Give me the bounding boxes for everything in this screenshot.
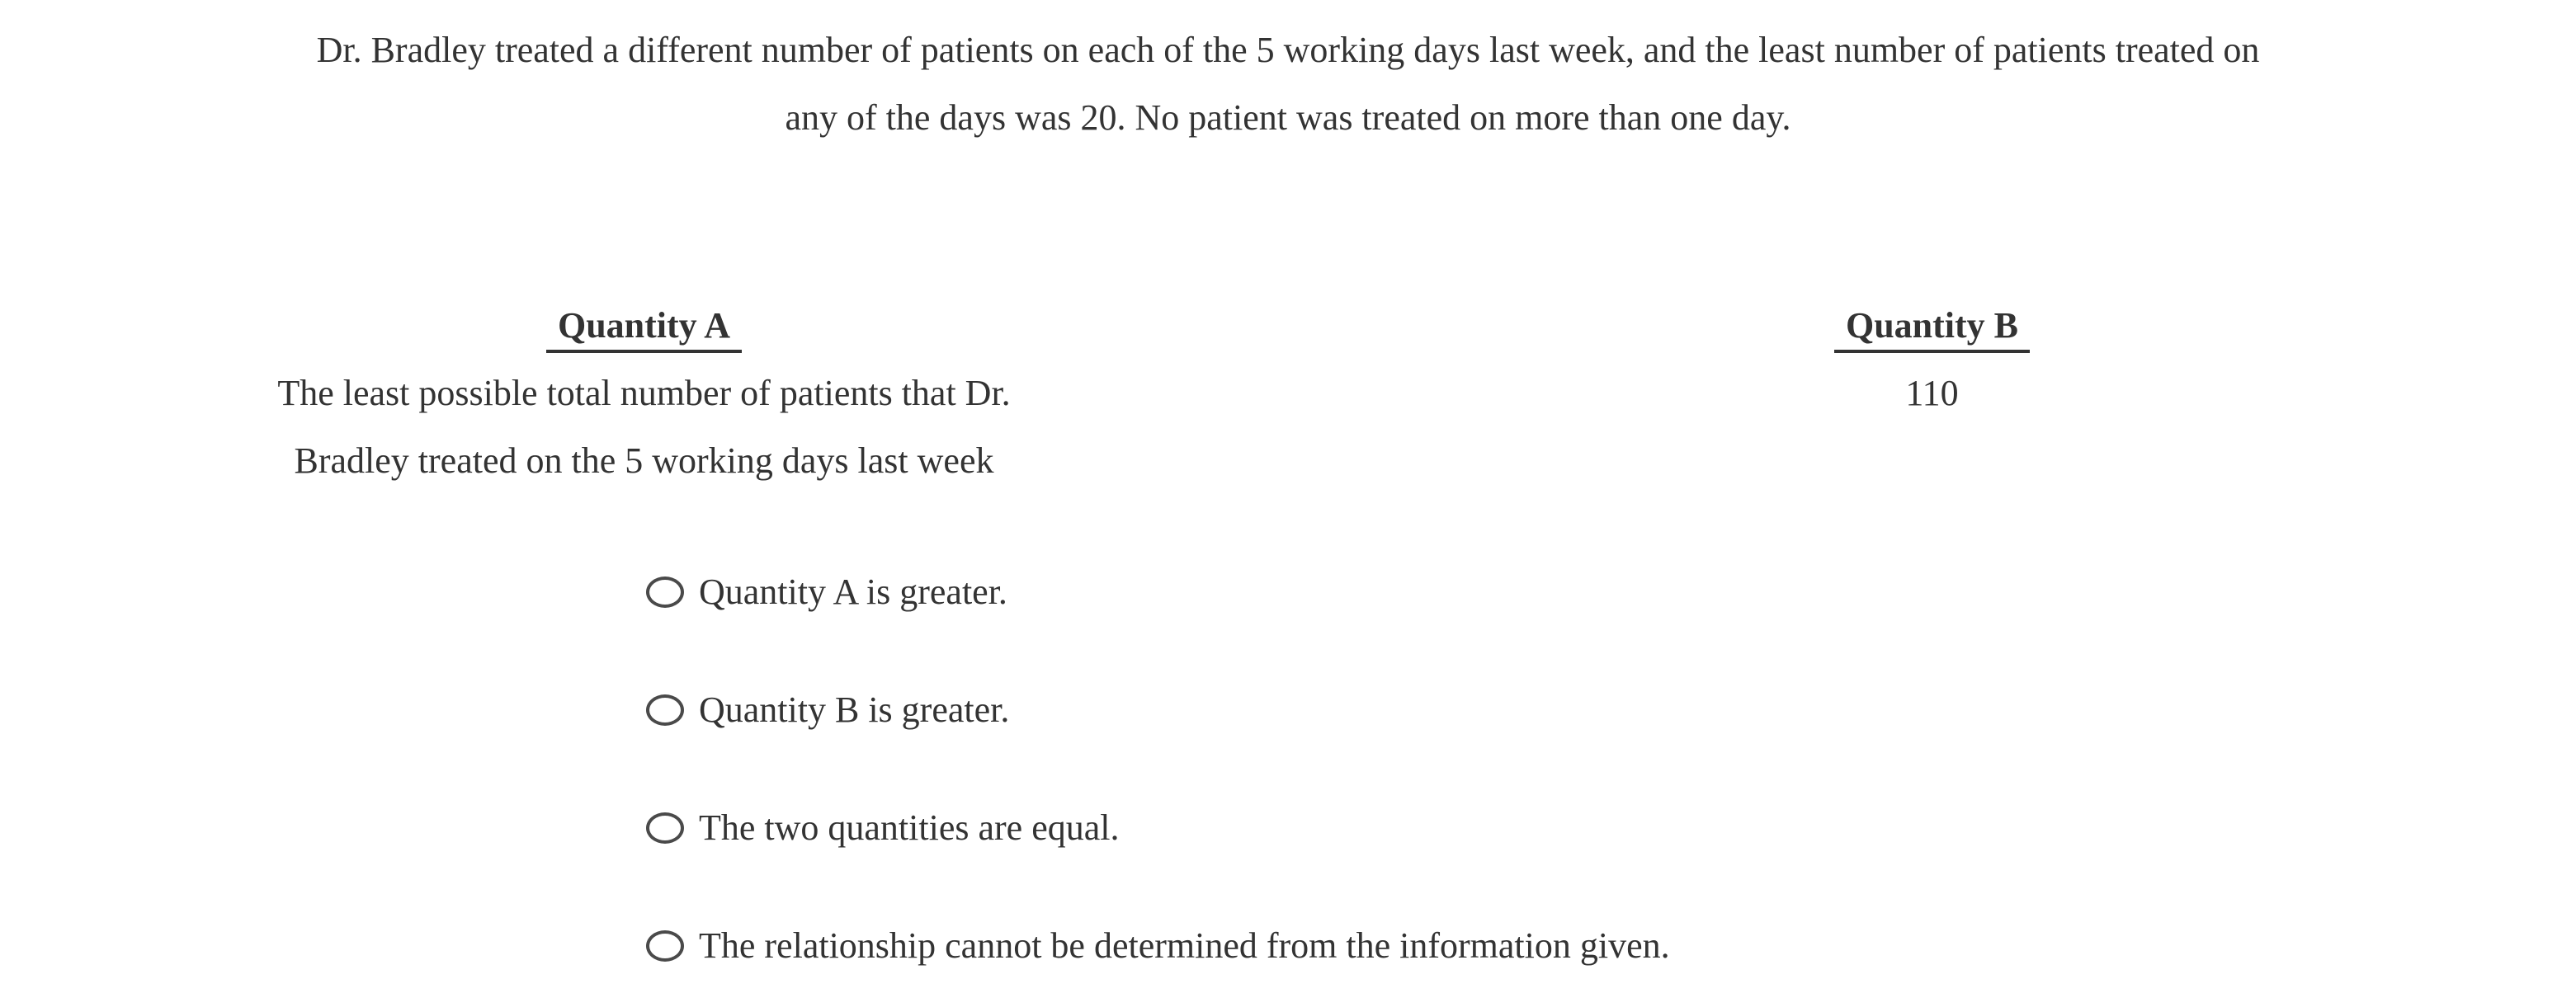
quantity-a-text-line-2: Bradley treated on the 5 working days last week: [294, 440, 994, 481]
problem-statement: [0, 0, 2576, 152]
option-label[interactable]: Quantity A is greater.: [699, 572, 1007, 612]
option-label[interactable]: Quantity B is greater.: [699, 689, 1010, 730]
problem-statement-line-1: Dr. Bradley treated a different number of patients on each of the 5 working days last week, and the least number of patients treated on: [316, 30, 2260, 70]
option-quantities-equal[interactable]: [646, 794, 2576, 862]
quantity-a-text-line-1: The least possible total number of patients that Dr.: [277, 373, 1011, 413]
option-cannot-be-determined[interactable]: [646, 912, 2576, 980]
radio-button-icon[interactable]: [646, 930, 684, 962]
answer-options: [646, 558, 2576, 980]
radio-button-icon[interactable]: [646, 577, 684, 608]
quantity-b-value: 110: [1905, 373, 1959, 413]
option-quantity-b-greater[interactable]: [646, 676, 2576, 744]
quantity-b-header: Quantity B: [1834, 302, 2030, 353]
quantity-a-header: Quantity A: [546, 302, 742, 353]
option-label[interactable]: The relationship cannot be determined from the information given.: [699, 925, 1670, 966]
option-quantity-a-greater[interactable]: [646, 558, 2576, 626]
option-label[interactable]: The two quantities are equal.: [699, 807, 1120, 848]
quantity-b-column: [1288, 292, 2576, 495]
quantity-comparison: [0, 292, 2576, 495]
problem-statement-line-2: any of the days was 20. No patient was treated on more than one day.: [785, 97, 1791, 138]
quantity-a-column: [0, 292, 1288, 495]
radio-button-icon[interactable]: [646, 812, 684, 844]
radio-button-icon[interactable]: [646, 694, 684, 726]
